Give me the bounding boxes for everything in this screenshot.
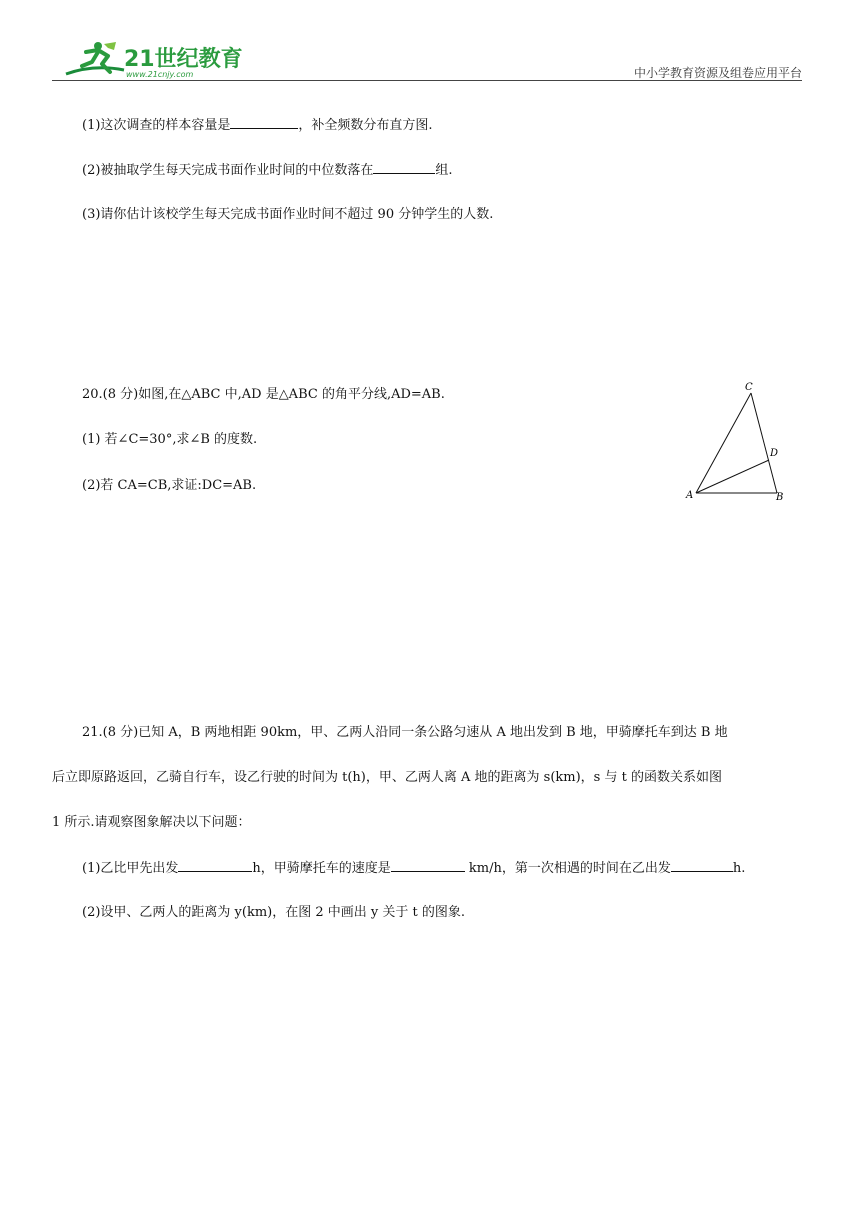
q21-part1-text-c: km/h，第一次相遇的时间在乙出发 xyxy=(464,861,671,876)
q21-stem-line2: 后立即原路返回，乙骑自行车，设乙行驶的时间为 t(h)，甲、乙两人离 A 地的距离为 s(km)，s 与 t 的函数关系如图 xyxy=(52,770,722,785)
triangle-figure xyxy=(682,376,792,506)
q21-part1-text-a: (1)乙比甲先出发 xyxy=(82,861,179,876)
logo-url: www.21cnjy.com xyxy=(126,70,194,79)
q21-part1-text-d: h. xyxy=(732,861,746,876)
label-d: D xyxy=(770,448,779,459)
q19-part1-text-a: (1)这次调查的样本容量是 xyxy=(82,118,231,133)
q21-stem-line1: 21.(8 分)已知 A，B 两地相距 90km，甲、乙两人沿同一条公路匀速从 A 地出发到 B 地，甲骑摩托车到达 B 地 xyxy=(82,725,728,740)
q20-stem: 20.(8 分)如图,在△ABC 中,AD 是△ABC 的角平分线,AD=AB. xyxy=(82,387,445,402)
q19-answer-blank-2[interactable] xyxy=(373,161,435,174)
q19-part2-text-a: (2)被抽取学生每天完成书面作业时间的中位数落在 xyxy=(82,163,374,178)
q20-part1: (1) 若∠C=30°,求∠B 的度数. xyxy=(82,432,258,447)
q21-part1 xyxy=(82,859,745,878)
q21-part2: (2)设甲、乙两人的距离为 y(km)，在图 2 中画出 y 关于 t 的图象. xyxy=(82,905,466,920)
q21-answer-blank-3[interactable] xyxy=(671,859,733,872)
q21-part1-text-b: h，甲骑摩托车的速度是 xyxy=(252,861,391,876)
side-cb xyxy=(751,393,777,493)
label-b: B xyxy=(776,492,784,503)
label-c: C xyxy=(745,382,753,393)
runner-logo-icon xyxy=(64,38,254,80)
q21-stem-line3: 1 所示.请观察图象解决以下问题： xyxy=(52,815,251,830)
q19-part3: (3)请你估计该校学生每天完成书面作业时间不超过 90 分钟学生的人数. xyxy=(82,207,494,222)
q19-answer-blank-1[interactable] xyxy=(230,116,298,129)
label-a: A xyxy=(686,490,694,501)
q19-part2-text-b: 组. xyxy=(435,163,453,178)
bisector-ad xyxy=(696,460,769,493)
q21-answer-blank-1[interactable] xyxy=(178,859,252,872)
header-divider xyxy=(52,80,802,81)
logo-text: 21世纪教育 xyxy=(124,47,243,72)
q19-part1-text-b: ，补全频数分布直方图. xyxy=(298,118,433,133)
q20-part2: (2)若 CA=CB,求证:DC=AB. xyxy=(82,478,257,493)
platform-name: 中小学教育资源及组卷应用平台 xyxy=(633,66,802,80)
q21-answer-blank-2[interactable] xyxy=(391,859,465,872)
q19-part2 xyxy=(82,161,453,180)
logo xyxy=(64,38,254,80)
side-ac xyxy=(696,393,751,493)
q19-part1 xyxy=(82,116,433,135)
page-header xyxy=(52,36,802,82)
